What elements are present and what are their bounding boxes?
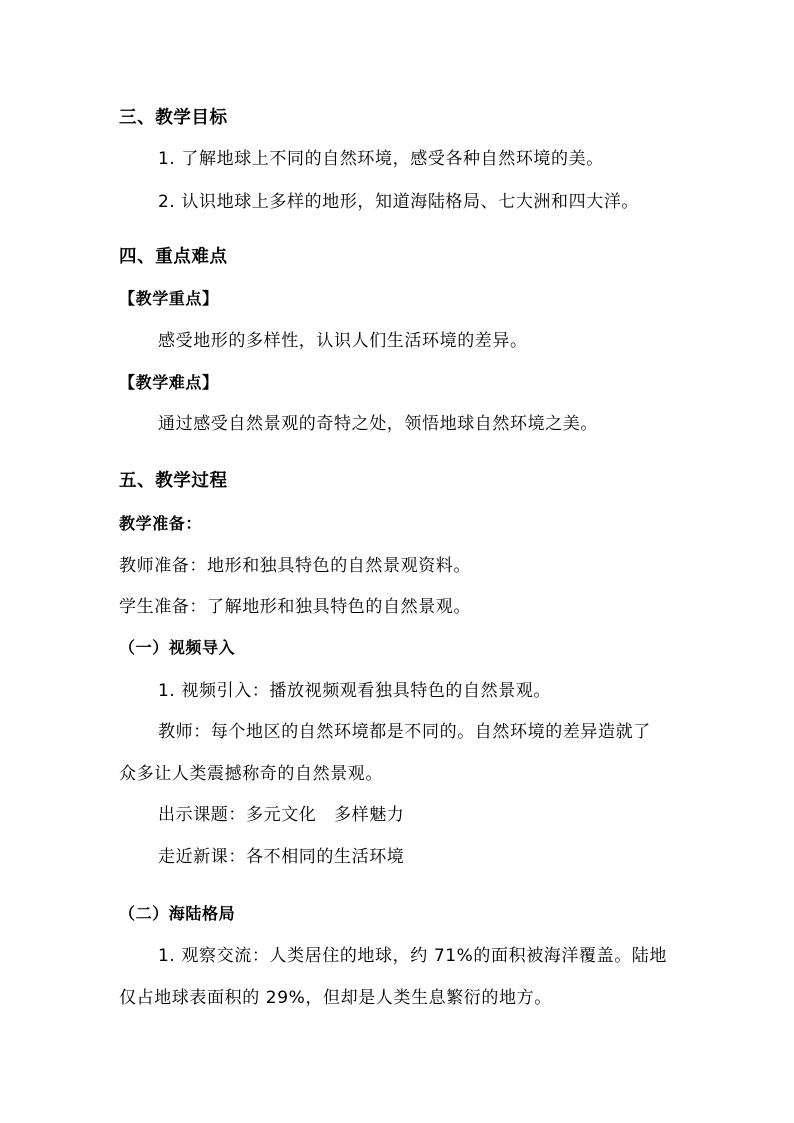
focus-text: 感受地形的多样性，认识人们生活环境的差异。 bbox=[158, 331, 528, 351]
part1-teacher-line-2: 众多让人类震撼称奇的自然景观。 bbox=[119, 764, 383, 784]
part2-item-1-line-1: 1. 观察交流：人类居住的地球，约 71%的面积被海洋覆盖。陆地 bbox=[158, 946, 668, 966]
part2-heading: （二）海陆格局 bbox=[119, 904, 236, 923]
part2-item-1-line-2: 仅占地球表面积的 29%，但却是人类生息繁衍的地方。 bbox=[119, 988, 552, 1008]
part1-show-topic: 出示课题：多元文化 多样魅力 bbox=[158, 805, 405, 825]
objective-item-2: 2. 认识地球上多样的地形，知道海陆格局、七大洲和四大洋。 bbox=[158, 192, 640, 212]
section-heading-key-points: 四、重点难点 bbox=[119, 247, 228, 267]
part1-item-1: 1. 视频引入：播放视频观看独具特色的自然景观。 bbox=[158, 681, 552, 701]
focus-label: 【教学重点】 bbox=[119, 289, 219, 308]
part1-heading: （一）视频导入 bbox=[119, 638, 236, 657]
preparation-label: 教学准备： bbox=[119, 514, 203, 533]
part1-teacher-line-1: 教师：每个地区的自然环境都是不同的。自然环境的差异造就了 bbox=[158, 722, 651, 742]
section-heading-process: 五、教学过程 bbox=[119, 471, 228, 491]
part1-new-lesson: 走近新课：各不相同的生活环境 bbox=[158, 847, 405, 867]
objective-item-1: 1. 了解地球上不同的自然环境，感受各种自然环境的美。 bbox=[158, 149, 604, 169]
student-preparation: 学生准备：了解地形和独具特色的自然景观。 bbox=[119, 597, 471, 617]
difficulty-label: 【教学难点】 bbox=[119, 373, 219, 392]
teacher-preparation: 教师准备：地形和独具特色的自然景观资料。 bbox=[119, 556, 471, 576]
difficulty-text: 通过感受自然景观的奇特之处，领悟地球自然环境之美。 bbox=[158, 414, 598, 434]
section-heading-objectives: 三、教学目标 bbox=[119, 108, 228, 128]
